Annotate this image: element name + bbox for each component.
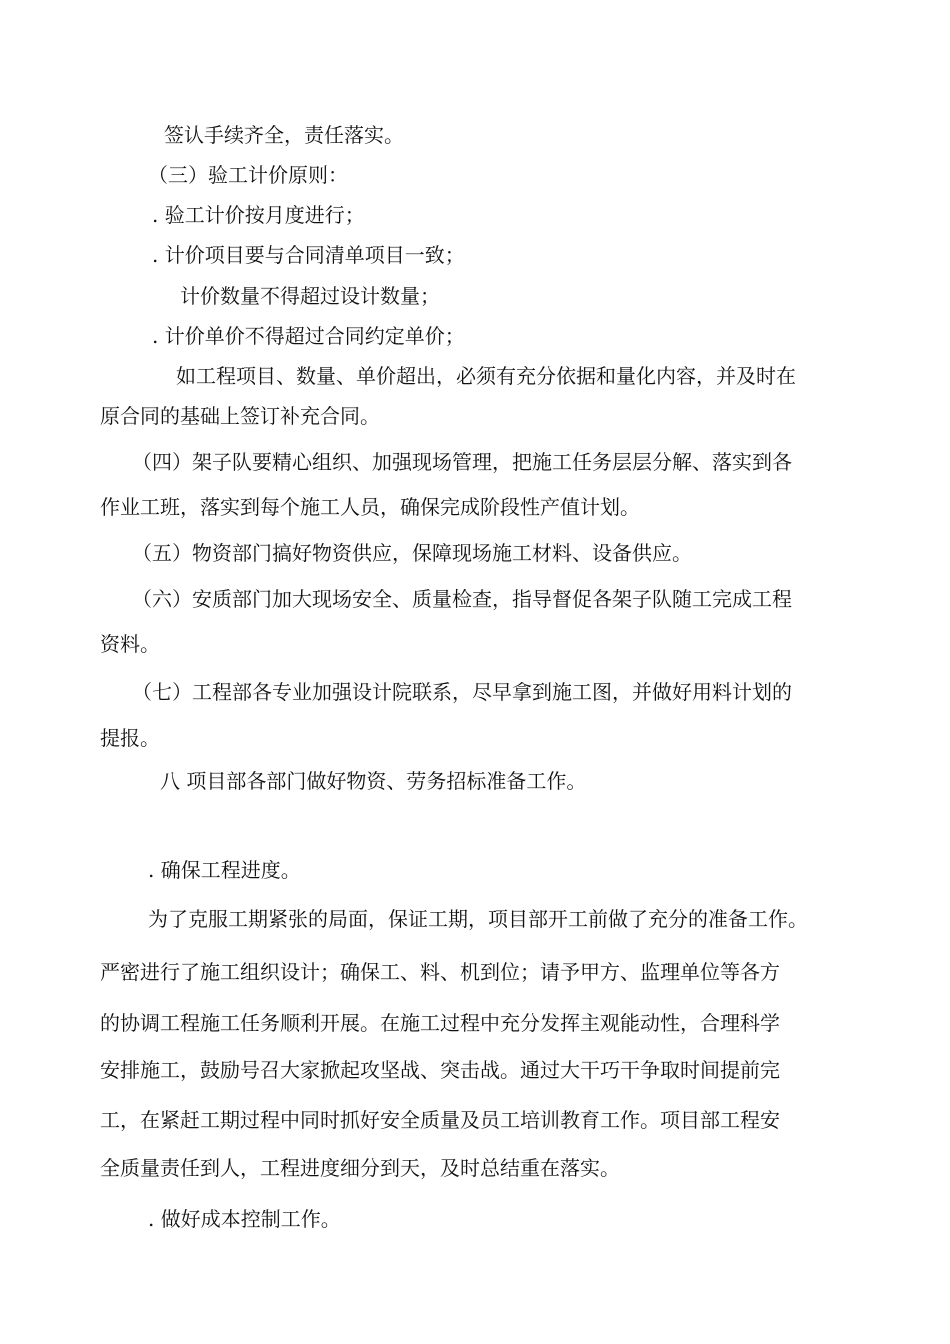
paragraph-line: （五）物资部门搞好物资供应，保障现场施工材料、设备供应。 [132,541,692,565]
section-heading: 八 项目部各部门做好物资、劳务招标准备工作。 [160,769,587,793]
section-heading: （三）验工计价原则： [148,163,348,187]
paragraph-line: （四）架子队要精心组织、加强现场管理，把施工任务层层分解、落实到各 [132,450,792,474]
list-item: . 计价项目要与合同清单项目一致； [152,243,465,267]
paragraph-line: 安排施工，鼓励号召大家掀起攻坚战、突击战。通过大干巧干争取时间提前完 [100,1058,780,1082]
list-item: . 验工计价按月度进行； [152,203,365,227]
paragraph-line: 提报。 [100,726,160,750]
paragraph-line: 作业工班，落实到每个施工人员，确保完成阶段性产值计划。 [100,495,640,519]
paragraph-line: 为了克服工期紧张的局面，保证工期，项目部开工前做了充分的准备工作。 [148,907,808,931]
text-line: 签认手续齐全，责任落实。 [164,123,404,147]
section-heading: . 做好成本控制工作。 [148,1207,341,1231]
paragraph-line: 严密进行了施工组织设计；确保工、料、机到位；请予甲方、监理单位等各方 [100,960,780,984]
paragraph-line: 的协调工程施工任务顺利开展。在施工过程中充分发挥主观能动性，合理科学 [100,1011,780,1035]
paragraph-line: （六）安质部门加大现场安全、质量检查，指导督促各架子队随工完成工程 [132,587,792,611]
paragraph-line: 工，在紧赶工期过程中同时抓好安全质量及员工培训教育工作。项目部工程安 [100,1108,780,1132]
list-item: . 计价单价不得超过合同约定单价； [152,324,465,348]
text-line: 计价数量不得超过设计数量； [180,284,440,308]
text-line: 如工程项目、数量、单价超出，必须有充分依据和量化内容，并及时在 [176,364,796,388]
paragraph-line: 资料。 [100,632,160,656]
paragraph-line: （七）工程部各专业加强设计院联系，尽早拿到施工图，并做好用料计划的 [132,680,792,704]
text-line: 原合同的基础上签订补充合同。 [100,404,380,428]
section-heading: . 确保工程进度。 [148,858,301,882]
paragraph-line: 全质量责任到人，工程进度细分到天，及时总结重在落实。 [100,1156,620,1180]
